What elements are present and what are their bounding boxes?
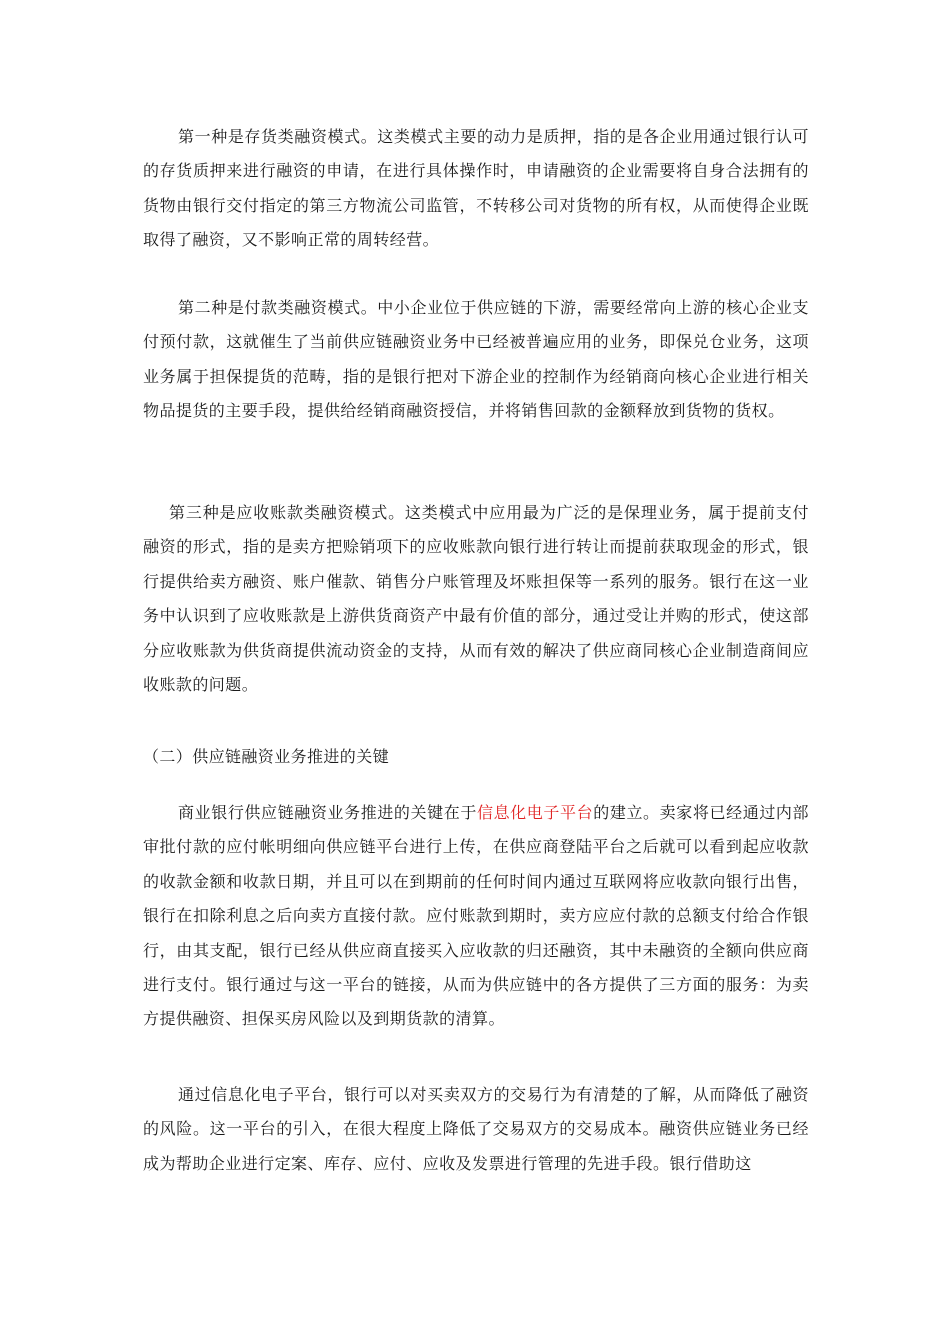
paragraph-platform-key-start: 商业银行供应链融资业务推进的关键在于 [178,803,477,822]
paragraph-platform-benefits: 通过信息化电子平台，银行可以对买卖双方的交易行为有清楚的了解，从而降低了融资的风险。这一平台的引入，在很大程度上降低了交易双方的交易成本。融资供应链业务已经成为帮助企业进行定案、库存、应付、应收及发票进行管理的先进手段。银行借助这 [143,1085,809,1173]
paragraph-inventory-financing: 第一种是存货类融资模式。这类模式主要的动力是质押，指的是各企业用通过银行认可的存货质押来进行融资的申请，在进行具体操作时，申请融资的企业需要将自身合法拥有的货物由银行交付指定的第三方物流公司监管，不转移公司对货物的所有权，从而使得企业既取得了融资，又不影响正常的周转经营。 [143,127,809,250]
section-heading: （二）供应链融资业务推进的关键 [143,747,390,766]
paragraph-platform-key [143,796,809,1037]
paragraph-receivables-financing: 第三种是应收账款类融资模式。这类模式中应用最为广泛的是保理业务，属于提前支付融资的形式，指的是卖方把赊销项下的应收账款向银行进行转让而提前获取现金的形式，银行提供给卖方融资、账户催款、销售分户账管理及坏账担保等一系列的服务。银行在这一业务中认识到了应收账款是上游供货商资产中最有价值的部分，通过受让并购的形式，使这部分应收账款为供货商提供流动资金的支持，从而有效的解决了供应商同核心企业制造商间应收账款的问题。 [143,503,809,695]
paragraph-platform-key-rest: 的建立。卖家将已经通过内部审批付款的应付帐明细向供应链平台进行上传，在供应商登陆平台之后就可以看到起应收款的收款金额和收款日期，并且可以在到期前的任何时间内通过互联网将应收款向银行出售，银行在扣除利息之后向卖方直接付款。应付账款到期时，卖方应应付款的总额支付给合作银行，由其支配，银行已经从供应商直接买入应收款的归还融资，其中未融资的全额向供应商进行支付。银行通过与这一平台的链接，从而为供应链中的各方提供了三方面的服务：为卖方提供融资、担保买房风险以及到期货款的清算。 [143,803,809,1029]
highlighted-term: 信息化电子平台 [476,803,594,822]
paragraph-payment-financing: 第二种是付款类融资模式。中小企业位于供应链的下游，需要经常向上游的核心企业支付预付款，这就催生了当前供应链融资业务中已经被普遍应用的业务，即保兑仓业务，这项业务属于担保提货的范畴，指的是银行把对下游企业的控制作为经销商向核心企业进行相关物品提货的主要手段，提供给经销商融资授信，并将销售回款的金额释放到货物的货权。 [143,298,809,421]
